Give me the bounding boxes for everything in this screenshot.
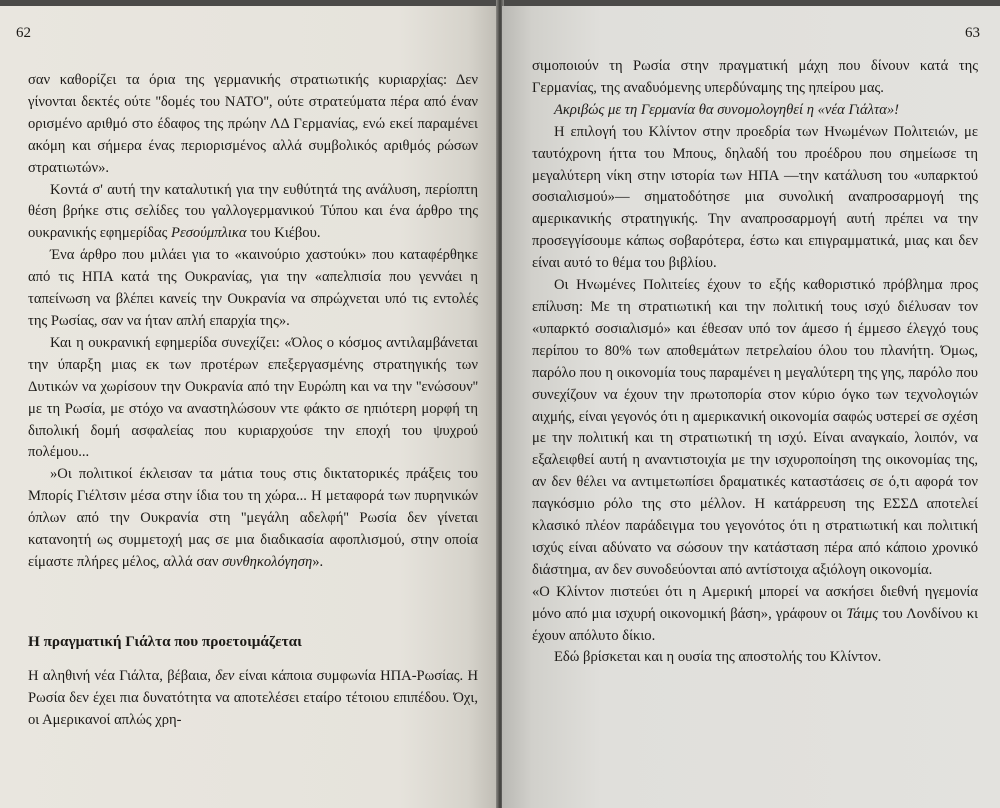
section-heading: Η πραγματική Γιάλτα που προετοιμάζεται [28, 632, 302, 650]
right-paragraph-5 [530, 582, 984, 648]
paragraph-5-text-a: »Οι πολιτικοί έκλεισαν τα μάτια τους στις δικτατορικές πράξεις του Μπορίς Γιέλτσιν μέσα στην ίδια του τη χώρα... Η μεταφορά των πυρηνικών όπλων από την Ουκρανία στη ''μεγάλη αδελφή'' Ρωσία δεν γίνεται κατανοητή ως συμμετοχή μας σε μια διαδικασία αφοπλισμού, στην οποία είμαστε πλήρες μέλος, αλλά σαν [28, 466, 478, 570]
paragraph-5-italic: συνθηκολόγηση [222, 553, 313, 570]
paragraph-6-text-b: είναι κάποια συμφωνία ΗΠΑ-Ρωσίας. Η Ρωσία δεν έχει πια δυνατότητα να αποτελέσει εταίρο τέτοιου επιπέδου. Όχι, οι Αμερικανοί απλώς χρη- [28, 667, 478, 728]
right-paragraph-2-italic: Ακριβώς με τη Γερμανία θα συνομολογηθεί η «νέα Γιάλτα»! [554, 101, 900, 118]
paragraph-1: σαν καθορίζει τα όρια της γερμανικής στρατιωτικής κυριαρχίας: Δεν γίνονται δεκτές ούτε ''δομές του ΝΑΤΟ'', ούτε στρατεύματα πέρα από έναν ορισμένο αριθμό στο έδαφος της πρώην ΛΔ Γερμανίας, ενώ εκεί παραμένει ακόμη και σήμερα ένας περιορισμένος αλλά συμβολικός αριθμός ρώσων στρατιωτών». [28, 72, 478, 176]
right-paragraph-5-text-a: «Ο Κλίντον πιστεύει ότι η Αμερική μπορεί να ασκήσει διεθνή ηγεμονία μόνο από μια ισχυρή οικονομική βάση», γράφουν οι [532, 583, 978, 622]
paragraph-6-italic: δεν [215, 667, 235, 684]
paragraph-3: Ένα άρθρο που μιλάει για το «καινούριο χαστούκι» που καταφέρθηκε από τις ΗΠΑ κατά της Ουκρανίας, για την «απελπισία που γεννάει η ταπείνωση να βλέπει κανείς την Ουκρανία να σπρώχνεται υπό τις εντολές της Ρωσίας, σαν να ήταν απλή επαρχία της». [28, 247, 478, 329]
paragraph-5 [14, 464, 484, 574]
newspaper-name-italic: Ρεσούμπλικα [171, 225, 247, 242]
paragraph-2 [14, 180, 484, 246]
left-page [0, 6, 498, 808]
paragraph-6-text-a: Η αληθινή νέα Γιάλτα, βέβαια, [28, 667, 216, 684]
right-paragraph-5-text-b: του Λονδίνου κι έχουν απόλυτο δίκιο. [532, 605, 978, 644]
paragraph-2-text-a: Κοντά σ' αυτή την καταλυτική για την ευθύτητά της ανάλυση, περίοπτη θέση βρήκε στις σελίδες του γαλλογερμανικού Τύπου και ένα άρθρο της ουκρανικής εφημερίδας [28, 181, 478, 242]
right-paragraph-3: Η επιλογή του Κλίντον στην προεδρία των Ηνωμένων Πολιτειών, με ταυτόχρονη ήττα του Μπους, δηλαδή του προέδρου που σημείωσε τη μεγαλύτερη νίκη στην ιστορία των ΗΠΑ —την κατάλυση του «υπαρκτού σοσιαλισμού»— σηματοδότησε μια συνολική αναπροσαρμογή της αμερικανικής στρατηγικής. Την αναπροσαρμογή αυτή πρέπει να την προσεγγίσουμε κάπως σοβαρότερα, έστω και επιγραμματικά, μιας και δεν είναι αυτό το θέμα του βιβλίου. [532, 123, 978, 272]
paragraph-4: Και η ουκρανική εφημερίδα συνεχίζει: «Όλος ο κόσμος αντιλαμβάνεται την ύπαρξη μιας εκ των προτέρων επεξεργασμένης στρατηγικής των Δυτικών να χωρίσουν την Ουκρανία από την Ευρώπη και να την ''ενώσουν'' με τη Ρωσία, με στόχο να αναστηλώσουν ντε φάκτο σε ηπιότερη μορφή τη διπολική δομή ασφαλείας που κυριαρχούσε την εποχή του ψυχρού πολέμου... [28, 334, 478, 461]
page-number-right: 63 [965, 25, 980, 41]
right-paragraph-6: Εδώ βρίσκεται και η ουσία της αποστολής του Κλίντον. [554, 649, 882, 666]
right-page [502, 6, 1000, 808]
paragraph-5-text-b: ». [312, 553, 324, 570]
paragraph-6 [14, 666, 484, 732]
right-paragraph-1: σιμοποιούν τη Ρωσία στην πραγματική μάχη που δίνουν κατά της Γερμανίας, της αναδυόμενης υπερδύναμης της ηπείρου μας. [532, 58, 978, 96]
right-paragraph-4: Οι Ηνωμένες Πολιτείες έχουν το εξής καθοριστικό πρόβλημα προς επίλυση: Με τη στρατιωτική και την πολιτική τους ισχύ διέλυσαν τον «υπαρκτό σοσιαλισμό» και έθεσαν υπό τον άμεσο ή έμμεσο έλεγχό τους περίπου το 80% των αποθεμάτων πετρελαίου όλου του πλανήτη. Όμως, παρόλο που η οικονομία τους παραμένει η μεγαλύτερη της γης, παρόλο που συνεχίζουν να έχουν την πρωτοπορία στον κύριο όγκο των τεχνολογιών αιχμής, είναι γεγονός ότι η αμερικανική οικονομία σαφώς υστερεί σε σχέση με την πολιτική και τη στρατιωτική τη ισχύ. Είναι αναγκαίο, λοιπόν, να εξαλειφθεί αυτή η αναντιστοιχία με την ισχυροποίηση της οικονομίας της, αν δεν θέλει να αντιμετωπίσει δραματικές καταστάσεις σε ό,τι αφορά τον παγκόσμιο ρόλο της στο μέλλον. Η κατάρρευση της ΕΣΣΔ αποτελεί κλασικό πλέον παράδειγμα του γεγονότος ότι η στρατιωτική και πολιτική ισχύς είναι αδύνατο να σώσουν την κατάσταση πέρα από κάποιο χρονικό διάστημα, αν δεν συνοδεύονται από αντίστοιχα αξιόλογη οικονομία. [532, 277, 978, 578]
page-number-left: 62 [16, 25, 31, 41]
times-italic: Τάιμς [846, 605, 879, 622]
paragraph-2-text-b: του Κιέβου. [246, 225, 321, 242]
